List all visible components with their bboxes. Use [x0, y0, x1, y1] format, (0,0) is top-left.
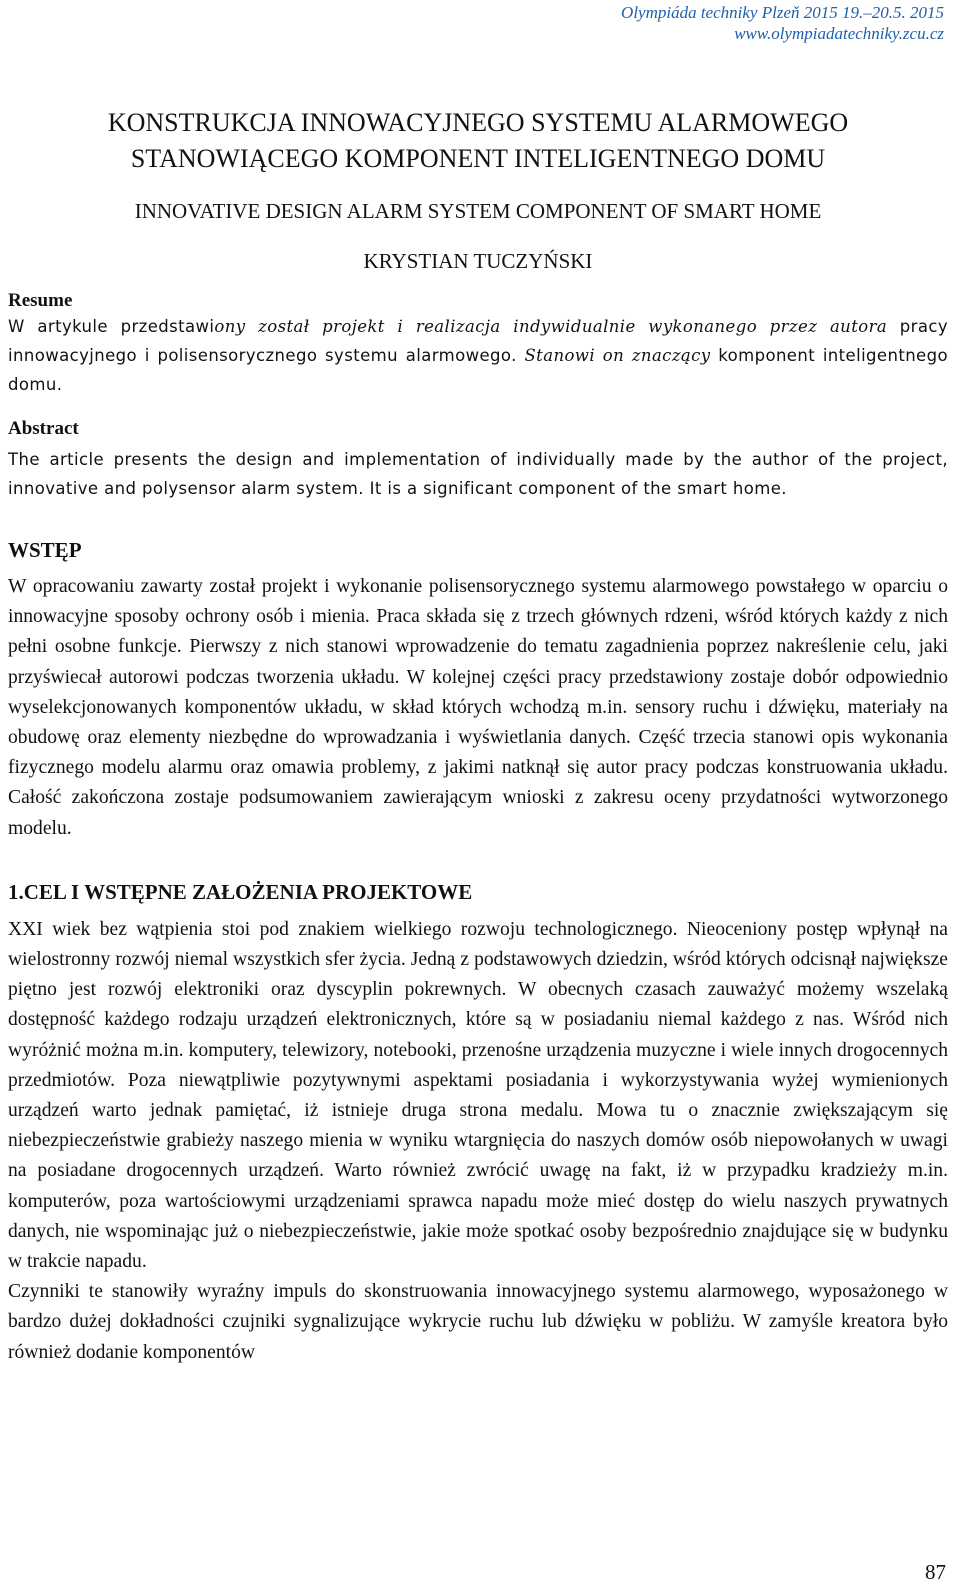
section-1-heading: 1.CEL I WSTĘPNE ZAŁOŻENIA PROJEKTOWE [8, 879, 473, 904]
resume-text [8, 312, 948, 399]
resume-part-5: komponent inteligentnego domu. [8, 346, 948, 394]
paper-title [8, 105, 948, 177]
abstract-heading: Abstract [8, 418, 79, 439]
resume-part-4: Stanowi on znaczący [524, 346, 711, 365]
page-number: 87 [925, 1560, 946, 1584]
header-conference: Olympiáda techniky Plzeň 2015 19.–20.5. 2015 [621, 3, 944, 22]
running-header [8, 0, 948, 44]
resume-part-2: ony został projekt i realizacja indywidualnie wykonanego przez autora [214, 317, 888, 336]
resume-heading: Resume [8, 290, 73, 311]
author-name: KRYSTIAN TUCZYŃSKI [363, 249, 593, 273]
section-1-paragraph-2: Czynniki te stanowiły wyraźny impuls do skonstruowania innowacyjnego systemu alarmowego, wyposażonego w bardzo dużej dokładności czujniki sygnalizujące wykrycie ruchu lub dźwięku w pobliżu. W zamyśle kreatora było również dodanie komponentów [8, 1281, 948, 1363]
header-url[interactable]: www.olympiadatechniky.zcu.cz [734, 24, 944, 43]
abstract-text: The article presents the design and implementation of individually made by the author of the project, innovative and polysensor alarm system. It is a significant component of the smart home. [8, 450, 948, 498]
title-line-2: STANOWIĄCEGO KOMPONENT INTELIGENTNEGO DOMU [130, 144, 826, 173]
section-1-paragraph-1: XXI wiek bez wątpienia stoi pod znakiem wielkiego rozwoju technologicznego. Nieoceniony postęp wpłynął na wielostronny rozwój niemal wszystkich sfer życia. Jedną z podstawowych dziedzin, wśród których odcisnął największe piętno jest rozwój elektroniki oraz dyscyplin pokrewnych. W obecnych czasach zauważyć możemy wszelaką dostępność każdego rodzaju urządzeń elektronicznych, które są w posiadaniu niemal każdego z nas. Wśród nich wyróżnić można m.in. komputery, telewizory, notebooki, przenośne urządzenia muzyczne i wiele innych drogocennych przedmiotów. Poza niewątpliwie pozytywnymi aspektami posiadania i wykorzystywania wyżej wymienionych urządzeń warto jednak pamiętać, iż istnieje druga strona medalu. Mowa tu o znacznie zwiększającym się niebezpieczeństwie grabieży naszego mienia w wyniku wtargnięcia do naszych domów osób niepowołanych w uwagi na posiadane drogocennych urządzeń. Warto również zwrócić uwagę na fakt, iż w przypadku kradzieży m.in. komputerów, poza wartościowymi urządzeniami sprawca napadu może mieć dostęp do wielu naszych prywatnych danych, nie wspominając już o niebezpieczeństwie, jakie może spotkać osoby bezpośrednio znajdujące się w budynku w trakcie napadu. [8, 918, 948, 1273]
resume-part-3: pracy innowacyjnego i polisensorycznego systemu alarmowego. [8, 317, 948, 365]
resume-part-1: W artykule przedstawi [8, 317, 215, 336]
paper-subtitle: INNOVATIVE DESIGN ALARM SYSTEM COMPONENT OF SMART HOME [134, 199, 822, 223]
title-line-1: KONSTRUKCJA INNOWACYJNEGO SYSTEMU ALARMOWEGO [107, 108, 849, 137]
intro-heading: WSTĘP [8, 538, 82, 562]
intro-text: W opracowaniu zawarty został projekt i wykonanie polisensorycznego systemu alarmowego powstałego w oparciu o innowacyjne sposoby ochrony osób i mienia. Praca składa się z trzech głównych rdzeni, wśród których każdy z nich pełni osobne funkcje. Pierwszy z nich stanowi wprowadzenie do tematu zagadnienia poprzez nakreślenie celu, jaki przyświecał autorowi podczas tworzenia układu. W kolejnej części pracy przedstawiony zostaje dobór odpowiednio wyselekcjonowanych komponentów układu, w skład których wchodzą m.in. sensory ruchu i dźwięku, materiały na obudowę oraz elementy niezbędne do wprowadzania i wyświetlania danych. Część trzecia stanowi opis wykonania fizycznego modelu alarmu oraz omawia problemy, z jakimi natknął się autor pracy podczas konstruowania układu. Całość zakończona zostaje podsumowaniem zawierającym wnioski z zakresu oceny przydatności wytworzonego modelu. [8, 576, 948, 839]
paper-page [8, 0, 948, 1585]
